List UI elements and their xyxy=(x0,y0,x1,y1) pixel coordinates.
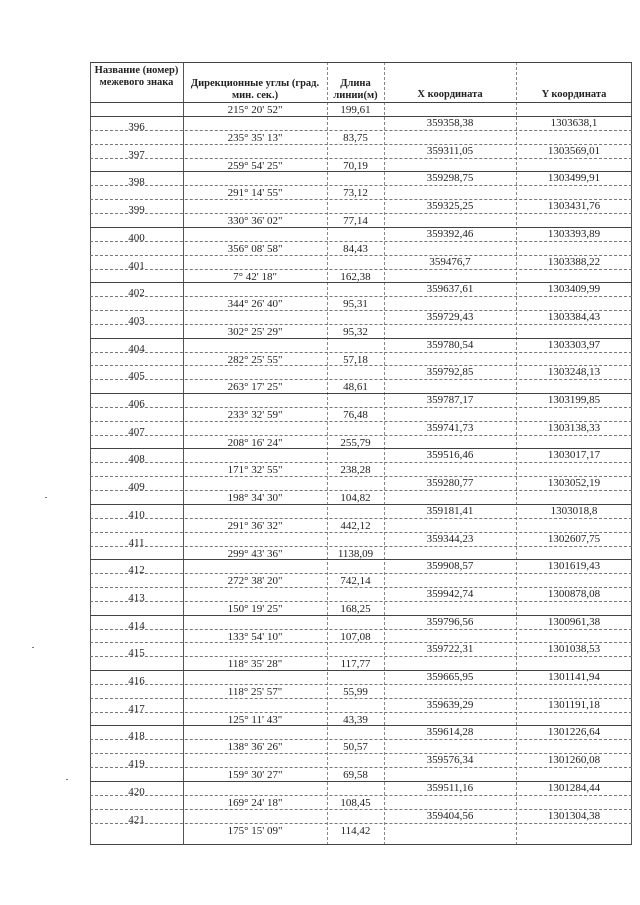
angle-cell: 291° 36' 32" xyxy=(227,519,283,532)
segment-rule xyxy=(90,296,632,297)
segment-rule xyxy=(90,407,632,408)
segment-rule xyxy=(90,629,632,630)
length-cell: 55,99 xyxy=(343,686,368,698)
y-coordinate-cell: 1301141,94 xyxy=(548,671,600,683)
table-bottom-border xyxy=(90,844,632,845)
point-name-cell: 406 xyxy=(128,398,145,410)
angle-cell: 159° 30' 27" xyxy=(227,769,283,782)
segment-rule xyxy=(90,435,632,436)
length-cell: 107,08 xyxy=(340,630,371,643)
length-cell: 57,18 xyxy=(343,353,368,366)
y-coordinate-cell: 1303431,76 xyxy=(547,200,601,213)
segment-rule xyxy=(90,712,632,713)
length-cell: 1138,09 xyxy=(337,547,374,560)
segment-rule xyxy=(90,130,632,131)
point-name-cell: 404 xyxy=(128,342,145,355)
length-cell: 104,82 xyxy=(340,492,371,505)
y-coordinate-cell: 1303384,43 xyxy=(547,310,601,323)
y-coordinate-cell: 1301226,64 xyxy=(547,726,601,739)
x-coordinate-cell: 359729,43 xyxy=(426,310,474,323)
header-length: Длина линии(м) xyxy=(333,78,378,101)
point-name-cell: 419 xyxy=(128,758,145,771)
angle-cell: 233° 32' 59" xyxy=(227,409,283,421)
point-name-cell: 396 xyxy=(128,121,145,133)
segment-rule xyxy=(90,352,632,353)
x-coordinate-cell: 359639,29 xyxy=(426,698,474,711)
angle-cell: 171° 32' 55" xyxy=(227,464,283,477)
y-coordinate-cell: 1300878,08 xyxy=(547,587,601,600)
length-cell: 73,12 xyxy=(343,187,368,200)
x-coordinate-cell: 359787,17 xyxy=(426,394,474,406)
angle-cell: 150° 19' 25" xyxy=(227,602,283,615)
angle-cell: 125° 11' 43" xyxy=(227,713,283,726)
x-coordinate-cell: 359476,7 xyxy=(429,255,471,268)
point-name-cell: 405 xyxy=(128,370,145,383)
x-coordinate-cell: 359325,25 xyxy=(426,200,474,213)
point-name-cell: 410 xyxy=(128,508,145,521)
segment-rule xyxy=(90,518,632,519)
x-coordinate-cell: 359614,28 xyxy=(426,726,474,739)
angle-cell: 235° 35' 13" xyxy=(227,132,283,144)
segment-rule xyxy=(90,573,632,574)
length-cell: 69,58 xyxy=(343,769,368,782)
x-coordinate-cell: 359722,31 xyxy=(426,643,474,656)
point-name-cell: 401 xyxy=(128,259,145,272)
point-name-cell: 412 xyxy=(128,564,145,577)
angle-cell: 299° 43' 36" xyxy=(227,547,283,560)
boundary-coordinates-table xyxy=(90,62,632,845)
length-cell: 255,79 xyxy=(340,436,371,449)
x-coordinate-cell: 359280,77 xyxy=(426,477,474,490)
y-coordinate-cell: 1303303,97 xyxy=(547,338,601,351)
x-coordinate-cell: 359741,73 xyxy=(426,421,474,434)
point-name-cell: 414 xyxy=(128,619,145,632)
segment-rule xyxy=(90,269,632,270)
segment-rule xyxy=(90,656,632,657)
point-name-cell: 421 xyxy=(128,813,145,826)
length-cell: 95,31 xyxy=(343,298,368,311)
segment-rule xyxy=(90,379,632,380)
segment-rule xyxy=(90,462,632,463)
column-divider xyxy=(183,62,184,845)
x-coordinate-cell: 359796,56 xyxy=(426,615,474,628)
header-rule xyxy=(90,102,632,103)
length-cell: 50,57 xyxy=(343,741,368,754)
x-coordinate-cell: 359942,74 xyxy=(426,587,474,600)
y-coordinate-cell: 1300961,38 xyxy=(547,615,601,628)
y-coordinate-cell: 1303499,91 xyxy=(547,172,601,185)
segment-rule xyxy=(90,767,632,768)
length-cell: 114,42 xyxy=(340,824,371,837)
segment-rule xyxy=(90,739,632,740)
angle-cell: 169° 24' 18" xyxy=(227,796,283,809)
x-coordinate-cell: 359298,75 xyxy=(426,172,474,185)
y-coordinate-cell: 1303138,33 xyxy=(547,421,601,434)
x-coordinate-cell: 359792,85 xyxy=(426,366,474,379)
point-name-cell: 411 xyxy=(128,536,145,549)
scan-mark xyxy=(32,647,34,648)
segment-rule xyxy=(90,213,632,214)
segment-rule xyxy=(90,241,632,242)
angle-cell: 208° 16' 24" xyxy=(227,436,283,449)
length-cell: 84,43 xyxy=(343,242,368,255)
angle-cell: 118° 35' 28" xyxy=(227,658,283,671)
y-coordinate-cell: 1303638,1 xyxy=(550,117,598,129)
point-name-cell: 399 xyxy=(128,204,145,217)
length-cell: 117,77 xyxy=(340,658,371,671)
header-angle: Дирекционные углы (град. мин. сек.) xyxy=(190,78,320,101)
x-coordinate-cell: 359511,16 xyxy=(426,781,474,794)
column-divider xyxy=(327,62,328,845)
header-name: Название (номер) межевого знака xyxy=(94,65,179,88)
length-cell: 168,25 xyxy=(340,602,371,615)
segment-rule xyxy=(90,185,632,186)
segment-rule xyxy=(90,601,632,602)
angle-cell: 7° 42' 18" xyxy=(233,270,277,283)
y-coordinate-cell: 1303569,01 xyxy=(547,144,601,157)
angle-cell: 344° 26' 40" xyxy=(227,298,283,311)
x-coordinate-cell: 359576,34 xyxy=(426,754,474,767)
angle-cell: 133° 54' 10" xyxy=(227,630,283,643)
x-coordinate-cell: 359358,38 xyxy=(426,117,474,129)
point-name-cell: 417 xyxy=(128,702,145,715)
angle-cell: 291° 14' 55" xyxy=(227,187,283,200)
angle-cell: 330° 36' 02" xyxy=(227,215,283,228)
angle-cell: 356° 08' 58" xyxy=(227,242,283,255)
y-coordinate-cell: 1301260,08 xyxy=(547,754,601,767)
y-coordinate-cell: 1303199,85 xyxy=(547,394,601,406)
angle-cell: 263° 17' 25" xyxy=(227,381,283,394)
length-cell: 95,32 xyxy=(343,325,368,338)
point-name-cell: 402 xyxy=(128,287,145,300)
header-y: Y координата xyxy=(541,89,607,100)
segment-rule xyxy=(90,823,632,824)
y-coordinate-cell: 1301038,53 xyxy=(547,643,601,656)
x-coordinate-cell: 359392,46 xyxy=(426,227,474,240)
x-coordinate-cell: 359344,23 xyxy=(426,532,474,545)
length-cell: 162,38 xyxy=(340,270,371,283)
segment-rule xyxy=(90,324,632,325)
point-name-cell: 415 xyxy=(128,647,145,660)
y-coordinate-cell: 1303393,89 xyxy=(547,227,601,240)
y-coordinate-cell: 1301304,38 xyxy=(547,809,601,822)
length-cell: 77,14 xyxy=(343,215,368,228)
length-cell: 108,45 xyxy=(340,796,371,809)
segment-rule xyxy=(90,158,632,159)
segment-rule xyxy=(90,795,632,796)
point-name-cell: 397 xyxy=(128,148,145,161)
length-cell: 238,28 xyxy=(340,464,371,477)
point-name-cell: 398 xyxy=(128,176,145,189)
y-coordinate-cell: 1301619,43 xyxy=(547,560,601,573)
angle-cell: 118° 25' 57" xyxy=(227,686,283,698)
length-cell: 742,14 xyxy=(340,575,371,588)
segment-rule xyxy=(90,546,632,547)
length-cell: 83,75 xyxy=(343,132,368,144)
y-coordinate-cell: 1301191,18 xyxy=(548,698,600,711)
angle-cell: 272° 38' 20" xyxy=(227,575,283,588)
angle-cell: 138° 36' 26" xyxy=(227,741,283,754)
x-coordinate-cell: 359404,56 xyxy=(426,809,474,822)
point-name-cell: 403 xyxy=(128,314,145,327)
angle-cell: 282° 25' 55" xyxy=(227,353,283,366)
table-top-border xyxy=(90,62,632,63)
angle-cell: 259° 54' 25" xyxy=(227,159,283,172)
x-coordinate-cell: 359181,41 xyxy=(426,504,474,517)
y-coordinate-cell: 1303409,99 xyxy=(547,283,601,296)
point-name-cell: 413 xyxy=(128,591,145,604)
length-cell: 442,12 xyxy=(340,519,371,532)
y-coordinate-cell: 1301284,44 xyxy=(547,781,601,794)
scan-mark xyxy=(66,779,68,780)
point-name-cell: 400 xyxy=(128,231,145,244)
point-name-cell: 407 xyxy=(128,425,145,438)
length-cell: 43,39 xyxy=(343,713,368,726)
segment-rule xyxy=(90,490,632,491)
x-coordinate-cell: 359908,57 xyxy=(426,560,474,573)
x-coordinate-cell: 359311,05 xyxy=(426,144,474,157)
x-coordinate-cell: 359665,95 xyxy=(426,671,474,683)
length-cell: 70,19 xyxy=(343,159,368,172)
point-name-cell: 408 xyxy=(128,453,145,466)
y-coordinate-cell: 1303052,19 xyxy=(547,477,601,490)
x-coordinate-cell: 359516,46 xyxy=(426,449,474,462)
x-coordinate-cell: 359780,54 xyxy=(426,338,474,351)
angle-cell: 175° 15' 09" xyxy=(227,824,283,837)
angle-cell: 198° 34' 30" xyxy=(227,492,283,505)
segment-rule xyxy=(90,684,632,685)
y-coordinate-cell: 1303018,8 xyxy=(550,504,598,517)
point-name-cell: 420 xyxy=(128,785,145,798)
scan-mark xyxy=(45,497,47,498)
header-x: X координата xyxy=(417,89,483,100)
point-name-cell: 418 xyxy=(128,730,145,743)
y-coordinate-cell: 1303248,13 xyxy=(547,366,601,379)
angle-cell: 302° 25' 29" xyxy=(227,325,283,338)
y-coordinate-cell: 1302607,75 xyxy=(547,532,601,545)
point-name-cell: 416 xyxy=(128,675,145,687)
first-length-cell: 199,61 xyxy=(340,104,371,116)
x-coordinate-cell: 359637,61 xyxy=(426,283,474,296)
point-name-cell: 409 xyxy=(128,481,145,494)
y-coordinate-cell: 1303017,17 xyxy=(547,449,601,462)
length-cell: 76,48 xyxy=(343,409,368,421)
y-coordinate-cell: 1303388,22 xyxy=(547,255,601,268)
first-angle-cell: 215° 20' 52" xyxy=(227,104,283,116)
length-cell: 48,61 xyxy=(343,381,368,394)
